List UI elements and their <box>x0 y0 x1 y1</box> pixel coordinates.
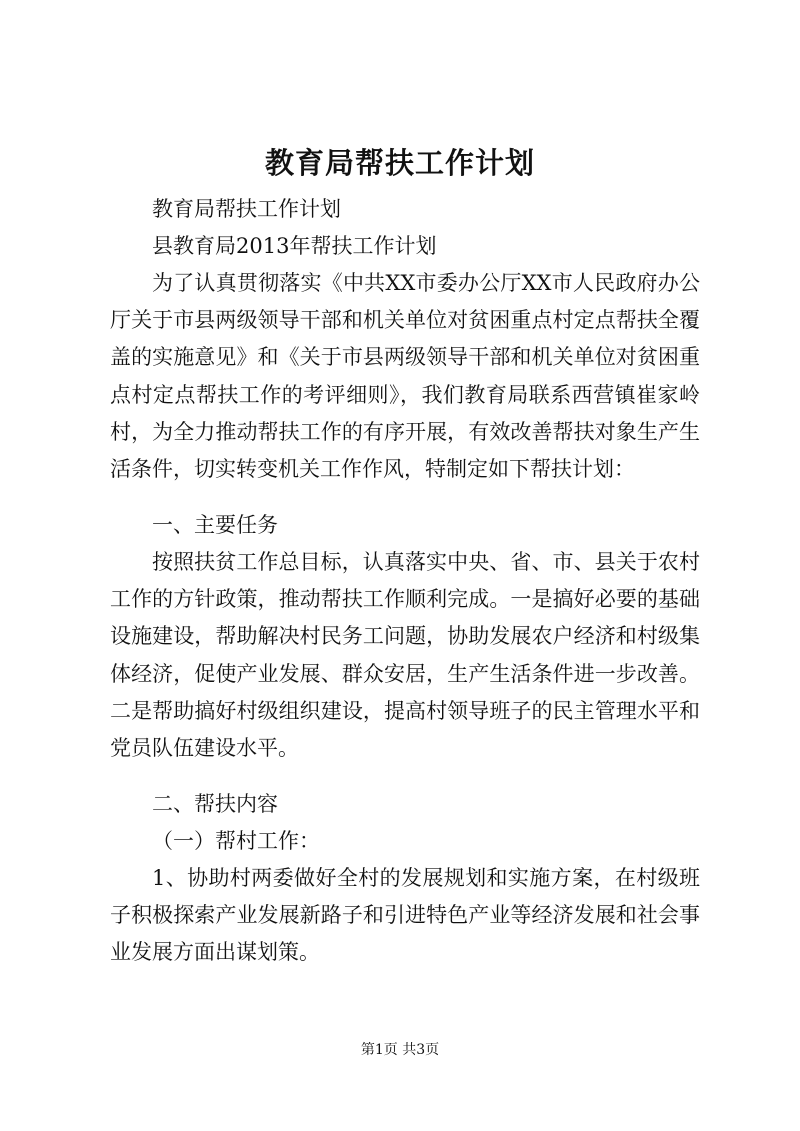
document-title: 教育局帮扶工作计划 <box>264 146 535 180</box>
paragraph-intro: 为了认真贯彻落实《中共XX市委办公厅XX市人民政府办公厅关于市县两级领导干部和机关单位对贫困重点村定点帮扶全覆盖的实施意见》和《关于市县两级领导干部和机关单位对贫困重点村定点帮扶工作的考评细则》，我们教育局联系西营镇崔家岭村，为全力推动帮扶工作的有序开展，有效改善帮扶对象生产生活条件，切实转变机关工作作风，特制定如下帮扶计划： <box>110 271 700 482</box>
heading-main-tasks: 一、主要任务 <box>152 513 278 537</box>
page-number-footer: 第1页 共3页 <box>360 1042 440 1058</box>
paragraph-item-1: 1、协助村两委做好全村的发展规划和实施方案，在村级班子积极探索产业发展新路子和引进特色产业等经济发展和社会事业发展方面出谋划策。 <box>110 866 700 965</box>
paragraph-plan-name: 县教育局2013年帮扶工作计划 <box>152 234 437 258</box>
heading-assistance-content: 二、帮扶内容 <box>152 792 278 816</box>
heading-village-work: （一）帮村工作： <box>152 829 320 853</box>
paragraph-subtitle: 教育局帮扶工作计划 <box>152 197 341 221</box>
paragraph-main-tasks: 按照扶贫工作总目标，认真落实中央、省、市、县关于农村工作的方针政策，推动帮扶工作顺利完成。一是搞好必要的基础设施建设，帮助解决村民务工问题，协助发展农户经济和村级集体经济，促使产业发展、群众安居，生产生活条件进一步改善。二是帮助搞好村级组织建设，提高村领导班子的民主管理水平和党员队伍建设水平。 <box>110 550 700 761</box>
